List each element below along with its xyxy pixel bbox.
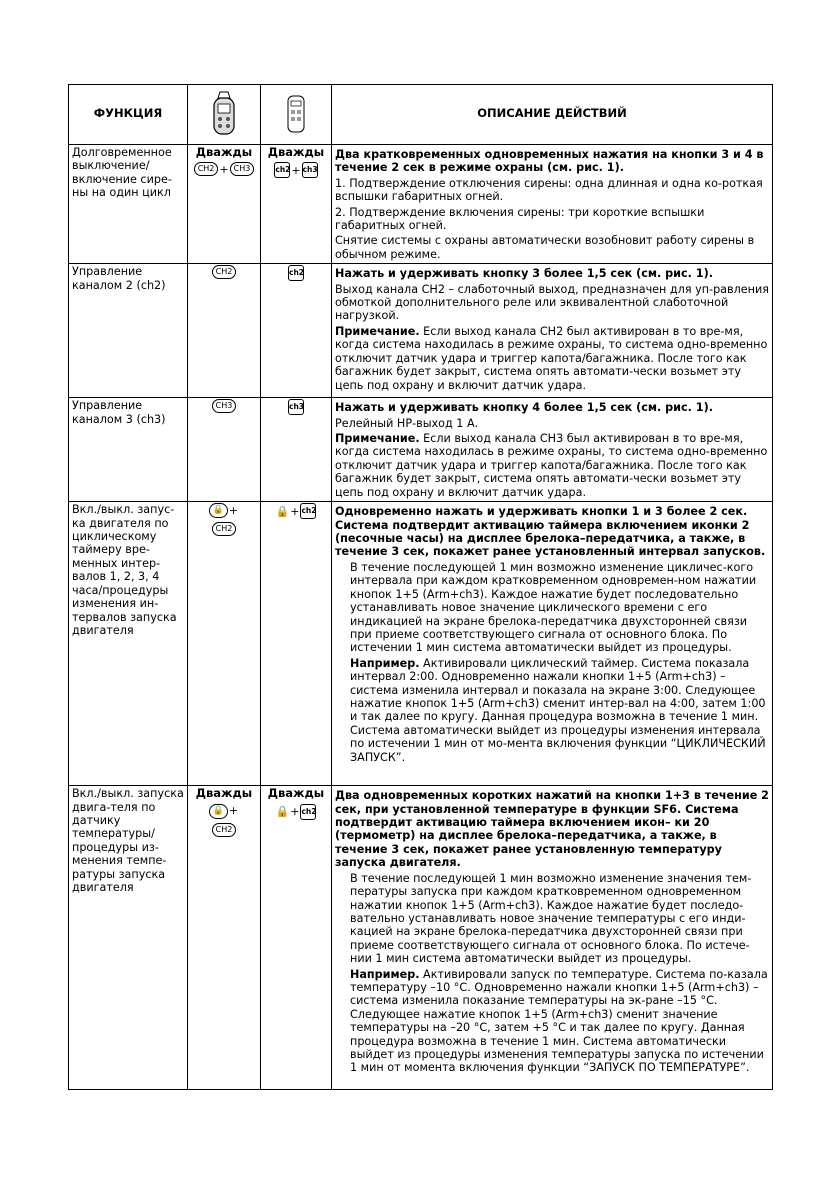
- description-bold: Два кратковременных одновременных нажатия на кнопки 3 и 4 в течение 2 сек в режиме охраны (см. рис. 1).: [335, 148, 764, 175]
- plus-sign: +: [219, 162, 229, 176]
- ch3-square-button-icon: ch3: [288, 399, 304, 415]
- description-bold: Одновременно нажать и удерживать кнопки 1 и 3 более 2 сек. Система подтвердит активацию таймера включением иконки 2 (песочные часы) на дисплее брелока–передатчика, а также, в течение 3 сек, покажет ранее установленный интервал запусков.: [335, 505, 766, 559]
- description-cell: [332, 786, 773, 1090]
- twice-label: Дважды: [195, 786, 253, 801]
- description-bold: Нажать и удерживать кнопку 3 более 1,5 сек (см. рис. 1).: [335, 267, 713, 281]
- description-cell: [332, 502, 773, 786]
- remote-control-icon: [210, 90, 238, 138]
- keys-remote-1: [188, 502, 261, 786]
- description-cell: [332, 264, 773, 398]
- description-text: В течение последующей 1 мин возможно изменение значения тем-пературы запуска при каждом кратковременном одновременном нажатии кнопок 1+5 (Arm+ch3). Каждое нажатие будет последо-вательно устанавливать новое значение температуры с его инди-кацией на экране брелока-передатчика двухсторонней связи при приеме соответствующего сигнала от основного блока. По истече-нии 1 мин система автоматически выйдет из процедуры.: [350, 871, 752, 966]
- example-label: Например.: [350, 656, 420, 670]
- table-row: [69, 145, 773, 264]
- keys-remote-1: [188, 398, 261, 502]
- note-text: Если выход канала СН2 был активирован в то вре-мя, когда система находилась в режиме охраны, то система одно-временно отключит датчик удара и триггер капота/багажника. После того как багажник будет закрыт, система опять автомати-чески возьмет эту цепь под охрану и включит датчик удара.: [335, 324, 768, 392]
- description-text: Выход канала СН2 – слаботочный выход, предназначен для уп-равления обмоткой дополнительного реле или эквивалентной слаботочной нагрузкой.: [335, 282, 769, 323]
- description-text: Релейный НР-выход 1 А.: [335, 416, 479, 430]
- description-text: 1. Подтверждение отключения сирены: одна длинная и одна ко-роткая вспышки габаритных огней.: [335, 176, 763, 204]
- function-cell: Вкл./выкл. запуска двига-теля по датчику температуры/ процедуры из-менения темпе-ратуры запуска двигателя: [69, 786, 188, 1090]
- table-row: [69, 398, 773, 502]
- keys-remote-2: [261, 786, 332, 1090]
- keys-remote-1: [188, 145, 261, 264]
- ch2-square-button-icon: ch2: [288, 265, 304, 281]
- header-function: ФУНКЦИЯ: [69, 85, 188, 145]
- keys-remote-2: [261, 502, 332, 786]
- description-cell: [332, 145, 773, 264]
- table-row: [69, 786, 773, 1090]
- function-cell: Долговременное выключение/ включение сире-ны на один цикл: [69, 145, 188, 264]
- lock-button-icon: 🔒: [209, 804, 228, 819]
- example-text: Активировали запуск по температуре. Система по-казала температуру –10 °С. Одновременно нажали кнопки 1+5 (Arm+ch3) – система изменила показание температуры на эк-ране –15 °С. Следующее нажатие кнопок 1+5 (Arm+ch3) сменит значение температуры на –20 °С, затем +5 °С и так далее по кругу. Данная процедура возможна в течение 1 мин. Система автоматически выйдет из процедуры изменения температуры запуска по истечении 1 мин от момента включения функции “ЗАПУСК ПО ТЕМПЕРАТУРЕ”.: [350, 967, 768, 1075]
- plus-sign: +: [228, 504, 239, 518]
- ch2-square-button-icon: ch2: [300, 503, 316, 519]
- description-text: 2. Подтверждение включения сирены: три короткие вспышки габаритных огней.: [335, 205, 705, 233]
- note-label: Примечание.: [335, 432, 420, 446]
- description-text: Снятие системы с охраны автоматически возобновит работу сирены в обычном режиме.: [335, 234, 755, 261]
- keys-remote-2: [261, 398, 332, 502]
- table-row: [69, 264, 773, 398]
- description-example: [335, 657, 769, 764]
- example-label: Например.: [350, 967, 420, 981]
- function-cell: Управление каналом 2 (ch2): [69, 264, 188, 398]
- ch2-button-icon: CH2: [194, 162, 219, 176]
- twice-label: Дважды: [267, 786, 325, 801]
- ch3-button-icon: CH3: [230, 162, 255, 176]
- lock-button-icon: 🔒: [209, 503, 228, 518]
- plus-sign: +: [290, 504, 300, 518]
- header-remote-2: [261, 85, 332, 145]
- ch3-button-icon: CH3: [212, 399, 237, 413]
- ch2-button-icon: CH2: [212, 522, 237, 536]
- description-note: [335, 432, 769, 499]
- keys-remote-1: [188, 786, 261, 1090]
- keys-remote-2: [261, 145, 332, 264]
- keys-remote-2: [261, 264, 332, 398]
- ch2-button-icon: CH2: [212, 265, 237, 279]
- header-description: ОПИСАНИЕ ДЕЙСТВИЙ: [332, 85, 773, 145]
- lock-icon: 🔒: [275, 804, 290, 818]
- ch3-square-button-icon: ch3: [302, 162, 318, 178]
- note-label: Примечание.: [335, 324, 420, 338]
- ch2-square-button-icon: ch2: [300, 804, 316, 820]
- description-bold: Два одновременных коротких нажатий на кнопки 1+3 в течение 2 сек, при установленной температуре в функции SF6. Система подтвердит активацию таймера включением икон– ки 20 (термометр) на дисплее брелока–передатчика, а также, в течение 3 сек, покажет ранее установленную температуру запуска двигателя.: [335, 789, 769, 870]
- plus-sign: +: [228, 804, 239, 818]
- functions-table: [68, 84, 773, 1090]
- plus-sign: +: [291, 163, 301, 177]
- function-cell: Управление каналом 3 (ch3): [69, 398, 188, 502]
- description-note: [335, 325, 769, 392]
- description-text: В течение последующей 1 мин возможно изменение цикличес-кого интервала при каждом кратковременном одновремен-ном нажатии кнопок 1+5 (Arm+ch3). Каждое нажатие будет последовательно устанавливать новое значение циклического времени с его индикацией на экране брелока-передатчика двухсторонней связи при приеме соответствующего сигнала от основного блока. По истечении 1 мин система автоматически выйдет из процедуры.: [350, 560, 757, 655]
- description-cell: [332, 398, 773, 502]
- pager-remote-icon: [284, 92, 308, 136]
- keys-remote-1: [188, 264, 261, 398]
- ch2-button-icon: CH2: [212, 823, 237, 837]
- lock-icon: 🔒: [275, 504, 290, 518]
- twice-label: Дважды: [195, 145, 253, 159]
- description-example: [335, 968, 769, 1075]
- ch2-square-button-icon: ch2: [274, 162, 290, 178]
- note-text: Если выход канала СН3 был активирован в то вре-мя, когда система находилась в режиме охраны, то система одно-временно отключит датчик удара и триггер капота/багажника. После того как багажник будет закрыт, система опять автомати-чески возьмет эту цепь под охрану и включит датчик удара.: [335, 432, 768, 499]
- header-remote-1: [188, 85, 261, 145]
- table-row: [69, 502, 773, 786]
- function-cell: Вкл./выкл. запус-ка двигателя по циклическому таймеру вре-менных интер-валов 1, 2, 3, 4 часа/процедуры изменения ин-тервалов запуска двигателя: [69, 502, 188, 786]
- example-text: Активировали циклический таймер. Система показала интервал 2:00. Одновременно нажали кнопки 1+5 (Arm+ch3) – система изменила интервал и показала на экране 3:00. Следующее нажатие кнопок 1+5 (Arm+ch3) сменит интер-вал на 4:00, затем 1:00 и так далее по кругу. Данная процедура возможна в течение 1 мин. Система автоматически выйдет из процедуры изменения интервала по истечении 1 мин от мо-мента включения функции “ЦИКЛИЧЕСКИЙ ЗАПУСК”.: [350, 656, 766, 764]
- plus-sign: +: [290, 804, 300, 818]
- description-bold: Нажать и удерживать кнопку 4 более 1,5 сек (см. рис. 1).: [335, 401, 713, 415]
- table-header-row: [69, 85, 773, 145]
- twice-label: Дважды: [267, 145, 325, 159]
